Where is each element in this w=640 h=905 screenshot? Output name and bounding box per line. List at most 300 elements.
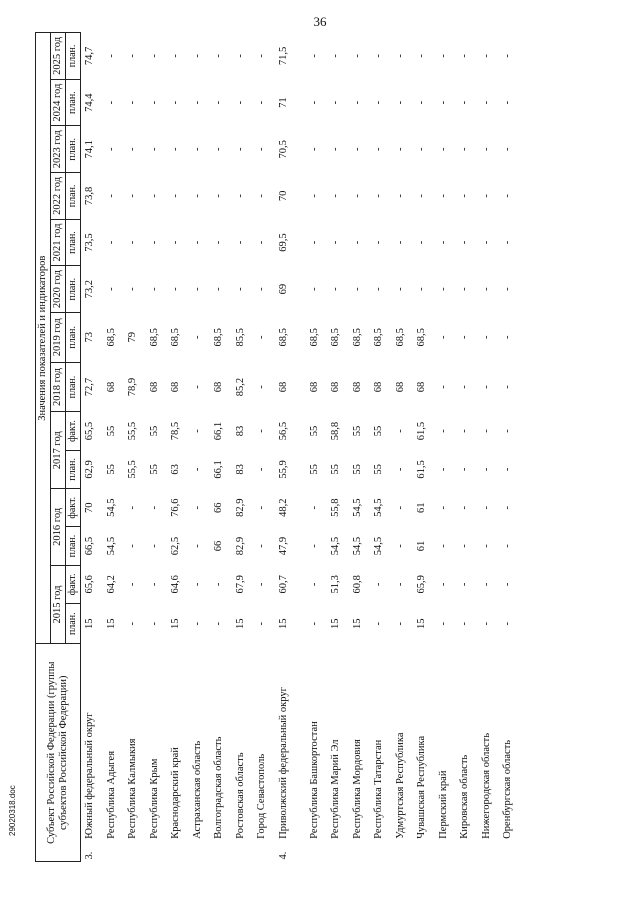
value-cell: - <box>148 240 160 245</box>
value-cell: - <box>105 240 117 245</box>
value-cell: - <box>373 582 384 587</box>
value-cell: 73 <box>84 332 95 343</box>
row-number <box>126 841 148 862</box>
value-cell: 66 <box>213 540 224 552</box>
value-cell: - <box>148 621 160 626</box>
value-cell: 68 <box>373 381 384 393</box>
row-number <box>394 841 416 862</box>
value-cell: - <box>502 194 513 198</box>
header-row-top <box>36 33 51 862</box>
row-number <box>329 841 351 862</box>
year-header: 2022 год <box>51 173 66 220</box>
value-cell: 65,9 <box>416 575 427 594</box>
value-cell: - <box>459 429 470 433</box>
value-cell: - <box>394 429 406 433</box>
value-cell: 55 <box>330 464 341 475</box>
value-cell: - <box>437 429 449 433</box>
year-header: 2016 год <box>51 489 66 566</box>
value-cell: 15 <box>330 618 341 629</box>
footer-doc-code: 29020318.doc <box>8 785 17 836</box>
value-cell: - <box>308 147 320 151</box>
plan-header: план. <box>66 450 81 488</box>
value-cell: - <box>502 147 513 151</box>
value-cell: - <box>437 505 449 510</box>
value-cell: - <box>480 335 492 340</box>
value-cell: 67,9 <box>234 575 246 594</box>
value-cell: 68 <box>330 381 341 393</box>
plan-header: план. <box>66 604 81 644</box>
value-cell: - <box>480 544 492 548</box>
subject-name: Астраханская область <box>191 740 203 839</box>
table-row <box>148 33 170 862</box>
year-header: 2015 год <box>51 565 66 644</box>
year-header: 2019 год <box>51 312 66 362</box>
value-cell: - <box>256 147 267 151</box>
value-cell: - <box>234 147 246 151</box>
value-cell: 61,5 <box>416 421 427 441</box>
value-cell: 79 <box>127 332 138 343</box>
value-cell: 74,4 <box>84 93 95 112</box>
value-cell: - <box>308 505 320 510</box>
value-cell: 62,5 <box>170 536 181 556</box>
value-cell: 15 <box>105 618 117 629</box>
row-number <box>212 841 234 862</box>
value-cell: - <box>459 385 470 389</box>
value-cell: - <box>127 582 138 587</box>
value-cell: 68 <box>148 381 160 393</box>
value-cell: 54,5 <box>373 498 384 517</box>
table-row <box>351 33 373 862</box>
value-cell: - <box>191 335 203 340</box>
value-cell: - <box>502 544 513 548</box>
value-cell: - <box>459 544 470 548</box>
value-cell: 68 <box>416 381 427 393</box>
value-cell: 55 <box>105 464 117 475</box>
value-cell: - <box>373 287 384 291</box>
value-cell: 55,9 <box>277 460 289 479</box>
value-cell: 76,6 <box>170 498 181 517</box>
subject-name: Ростовская область <box>234 752 246 839</box>
subject-name: Республика Калмыкия <box>127 738 138 839</box>
value-cell: 55 <box>373 464 384 475</box>
value-cell: - <box>234 287 246 291</box>
value-cell: 68,5 <box>308 328 320 347</box>
value-cell: 68,5 <box>351 328 363 347</box>
value-cell: - <box>351 194 363 198</box>
row-number <box>351 841 373 862</box>
value-cell: - <box>148 54 160 58</box>
value-cell: - <box>213 194 224 198</box>
value-cell: 85,2 <box>234 377 246 397</box>
value-cell: - <box>191 429 203 433</box>
value-cell: - <box>373 100 384 105</box>
year-header: 2017 год <box>51 412 66 489</box>
value-cell: - <box>330 100 341 105</box>
value-cell: - <box>170 194 181 198</box>
table-row <box>308 33 330 862</box>
value-cell: - <box>148 544 160 548</box>
value-cell: - <box>308 240 320 245</box>
plan-header: план. <box>66 126 81 173</box>
row-number <box>169 841 191 862</box>
value-cell: 60,7 <box>277 575 289 594</box>
value-cell: 85,5 <box>234 328 246 347</box>
indicator-table <box>35 32 523 862</box>
value-cell: - <box>416 100 427 105</box>
value-cell: - <box>416 147 427 151</box>
value-cell: - <box>502 287 513 291</box>
plan-header: план. <box>66 173 81 220</box>
rotated-table-container <box>35 32 625 862</box>
value-cell: - <box>394 621 406 626</box>
value-cell: - <box>437 544 449 548</box>
value-cell: - <box>416 54 427 58</box>
value-cell: 73,8 <box>84 186 95 206</box>
value-cell: - <box>394 100 406 105</box>
value-cell: - <box>502 100 513 105</box>
subject-name: Республика Мордовия <box>351 739 363 839</box>
value-cell: - <box>502 467 513 472</box>
row-number <box>191 841 213 862</box>
value-cell: 68,5 <box>213 328 224 347</box>
value-cell: - <box>213 147 224 151</box>
value-cell: - <box>459 194 470 198</box>
value-cell: 15 <box>170 618 181 629</box>
value-cell: - <box>416 287 427 291</box>
value-cell: - <box>394 54 406 58</box>
value-cell: 68 <box>394 381 406 393</box>
value-cell: 54,5 <box>105 536 117 556</box>
value-cell: 68 <box>277 381 289 393</box>
subject-name: Нижегородская область <box>480 732 492 839</box>
row-number <box>458 841 480 862</box>
subject-name: Волгоградская область <box>213 736 224 839</box>
table-row <box>277 33 308 862</box>
value-cell: 68 <box>105 381 117 393</box>
value-cell: 56,5 <box>277 421 289 441</box>
value-cell: - <box>459 335 470 340</box>
value-cell: - <box>213 621 224 626</box>
value-cell: - <box>213 54 224 58</box>
row-number <box>234 841 256 862</box>
value-cell: - <box>170 240 181 245</box>
value-cell: 54,5 <box>330 536 341 556</box>
value-cell: 48,2 <box>277 498 289 517</box>
value-cell: - <box>459 147 470 151</box>
value-cell: - <box>308 100 320 105</box>
table-row <box>169 33 191 862</box>
plan-header: план. <box>66 312 81 362</box>
value-cell: - <box>437 621 449 626</box>
value-cell: 61,5 <box>416 460 427 479</box>
value-cell: - <box>256 429 267 433</box>
table-row <box>501 33 523 862</box>
value-cell: - <box>437 147 449 151</box>
value-cell: 74,1 <box>84 140 95 159</box>
value-cell: - <box>213 100 224 105</box>
value-cell: - <box>502 54 513 58</box>
table-row <box>458 33 480 862</box>
value-cell: - <box>308 194 320 198</box>
value-cell: - <box>308 582 320 587</box>
value-cell: - <box>373 54 384 58</box>
value-cell: - <box>148 505 160 510</box>
table-row <box>234 33 256 862</box>
value-cell: - <box>437 385 449 389</box>
value-cell: - <box>308 54 320 58</box>
value-cell: - <box>256 505 267 510</box>
row-number <box>372 841 394 862</box>
table-row <box>394 33 416 862</box>
value-cell: 55 <box>308 425 320 437</box>
value-cell: - <box>127 240 138 245</box>
value-cell: - <box>308 621 320 626</box>
value-cell: - <box>351 100 363 105</box>
subject-name: Республика Татарстан <box>373 739 384 839</box>
table-row <box>437 33 459 862</box>
value-cell: - <box>191 544 203 548</box>
value-cell: 54,5 <box>105 498 117 517</box>
value-cell: 66 <box>213 502 224 513</box>
value-cell: - <box>148 147 160 151</box>
value-cell: - <box>256 240 267 245</box>
value-cell: - <box>148 287 160 291</box>
plan-header: план. <box>66 527 81 565</box>
value-cell: 58,8 <box>330 421 341 441</box>
value-cell: - <box>191 385 203 389</box>
value-cell: 78,5 <box>170 421 181 441</box>
value-cell: - <box>330 54 341 58</box>
year-header: 2025 год <box>51 33 66 80</box>
value-cell: - <box>480 582 492 587</box>
value-cell: - <box>148 194 160 198</box>
value-cell: - <box>437 287 449 291</box>
value-cell: - <box>308 544 320 548</box>
value-cell: - <box>191 194 203 198</box>
value-cell: 68,5 <box>170 328 181 347</box>
value-cell: - <box>191 621 203 626</box>
value-cell: 72,7 <box>84 377 95 397</box>
value-cell: - <box>234 194 246 198</box>
row-number <box>501 841 523 862</box>
value-cell: - <box>394 147 406 151</box>
value-cell: - <box>127 287 138 291</box>
value-cell: - <box>127 194 138 198</box>
value-cell: 15 <box>234 618 246 629</box>
value-cell: - <box>502 335 513 340</box>
value-cell: 55,5 <box>127 421 138 441</box>
value-cell: 69,5 <box>277 233 289 252</box>
fact-header: факт. <box>66 412 81 450</box>
value-cell: - <box>256 335 267 340</box>
value-cell: - <box>351 240 363 245</box>
value-cell: - <box>416 240 427 245</box>
value-cell: - <box>459 287 470 291</box>
value-cell: - <box>234 54 246 58</box>
value-cell: - <box>191 54 203 58</box>
value-cell: - <box>148 582 160 587</box>
value-cell: - <box>502 429 513 433</box>
value-cell: 83 <box>234 464 246 475</box>
table-row <box>372 33 394 862</box>
value-cell: - <box>127 544 138 548</box>
value-cell: - <box>191 100 203 105</box>
value-cell: - <box>373 621 384 626</box>
fact-header: факт. <box>66 565 81 603</box>
value-cell: - <box>256 544 267 548</box>
value-cell: - <box>480 240 492 245</box>
subject-name: Республика Башкортостан <box>308 721 320 839</box>
value-cell: - <box>191 582 203 587</box>
value-cell: 69 <box>277 283 289 295</box>
value-cell: - <box>459 467 470 472</box>
subject-name: Республика Адыгея <box>105 750 117 839</box>
row-number <box>437 841 459 862</box>
value-cell: 68,5 <box>416 328 427 347</box>
value-cell: 68,5 <box>277 328 289 347</box>
row-number <box>480 841 502 862</box>
value-cell: 55 <box>373 425 384 437</box>
value-cell: - <box>256 467 267 472</box>
value-cell: - <box>330 147 341 151</box>
value-cell: 68,5 <box>148 328 160 347</box>
value-cell: - <box>234 100 246 105</box>
value-cell: - <box>170 287 181 291</box>
row-number <box>415 841 437 862</box>
value-cell: - <box>127 505 138 510</box>
value-cell: - <box>191 147 203 151</box>
value-cell: - <box>256 100 267 105</box>
value-cell: - <box>437 54 449 58</box>
value-cell: - <box>256 287 267 291</box>
value-cell: - <box>480 429 492 433</box>
table-row <box>105 33 127 862</box>
value-cell: - <box>437 100 449 105</box>
year-header: 2024 год <box>51 79 66 126</box>
value-cell: - <box>170 100 181 105</box>
value-cell: - <box>480 385 492 389</box>
value-cell: - <box>394 194 406 198</box>
value-cell: 71,5 <box>277 46 289 66</box>
value-cell: - <box>170 147 181 151</box>
value-cell: 54,5 <box>351 536 363 556</box>
value-cell: 70 <box>84 502 95 513</box>
value-cell: - <box>437 582 449 587</box>
value-cell: - <box>213 582 224 587</box>
plan-header: план. <box>66 79 81 126</box>
value-cell: 54,5 <box>373 536 384 556</box>
value-cell: - <box>437 467 449 472</box>
fact-header: факт. <box>66 489 81 527</box>
value-cell: 65,6 <box>84 575 95 594</box>
row-number <box>255 841 277 862</box>
value-cell: - <box>256 385 267 389</box>
value-cell: - <box>127 621 138 626</box>
value-cell: - <box>330 194 341 198</box>
value-cell: - <box>480 100 492 105</box>
subject-name: Краснодарский край <box>170 747 181 839</box>
value-cell: 66,1 <box>213 460 224 479</box>
value-cell: - <box>213 287 224 291</box>
value-cell: - <box>459 100 470 105</box>
value-cell: 82,9 <box>234 498 246 517</box>
value-cell: - <box>330 287 341 291</box>
value-cell: 55 <box>148 425 160 437</box>
value-cell: - <box>394 240 406 245</box>
year-header: 2020 год <box>51 266 66 313</box>
value-cell: - <box>105 194 117 198</box>
table-row <box>329 33 351 862</box>
row-number: 4. <box>277 851 289 860</box>
subject-name: Республика Крым <box>148 758 160 839</box>
value-cell: 55,5 <box>127 460 138 479</box>
value-cell: - <box>394 467 406 472</box>
year-header: 2023 год <box>51 126 66 173</box>
year-header: 2018 год <box>51 362 66 412</box>
value-cell: - <box>105 54 117 58</box>
table-row <box>480 33 502 862</box>
plan-header: план. <box>66 33 81 80</box>
value-cell: - <box>351 147 363 151</box>
value-cell: - <box>191 505 203 510</box>
value-cell: 55 <box>148 464 160 475</box>
value-cell: 15 <box>84 618 95 629</box>
value-cell: 68,5 <box>373 328 384 347</box>
value-cell: - <box>127 147 138 151</box>
value-cell: - <box>394 287 406 291</box>
value-cell: 74,7 <box>84 46 95 66</box>
value-cell: - <box>437 194 449 198</box>
value-cell: 66,1 <box>213 421 224 441</box>
value-cell: - <box>480 194 492 198</box>
subject-name: Южный федеральный округ <box>84 712 95 839</box>
row-number <box>148 841 170 862</box>
value-cell: - <box>459 240 470 245</box>
value-cell: - <box>373 194 384 198</box>
value-cell: 82,9 <box>234 536 246 556</box>
value-cell: - <box>502 582 513 587</box>
page-number: 36 <box>313 14 327 29</box>
value-cell: - <box>459 505 470 510</box>
subject-name: Республика Марий Эл <box>330 739 341 839</box>
subject-name: Город Севастополь <box>256 753 267 839</box>
value-cell: - <box>256 621 267 626</box>
value-cell: 73,5 <box>84 233 95 252</box>
value-cell: - <box>437 240 449 245</box>
table-row <box>415 33 437 862</box>
value-cell: - <box>502 240 513 245</box>
value-cell: - <box>105 100 117 105</box>
value-cell: - <box>191 240 203 245</box>
value-cell: 68 <box>213 381 224 393</box>
value-cell: - <box>480 505 492 510</box>
value-cell: 73,2 <box>84 279 95 299</box>
value-cell: 60,8 <box>351 575 363 594</box>
value-cell: - <box>502 385 513 389</box>
value-cell: - <box>480 287 492 291</box>
value-cell: 55 <box>308 464 320 475</box>
value-cell: 55,8 <box>330 498 341 517</box>
value-cell: - <box>127 100 138 105</box>
value-cell: 66,5 <box>84 536 95 556</box>
value-cell: 15 <box>351 618 363 629</box>
value-cell: - <box>127 54 138 58</box>
table-row <box>126 33 148 862</box>
value-cell: 55 <box>105 425 117 437</box>
table-row <box>81 33 105 862</box>
subject-name: Оренбургская область <box>502 739 513 839</box>
value-cell: 55 <box>351 464 363 475</box>
